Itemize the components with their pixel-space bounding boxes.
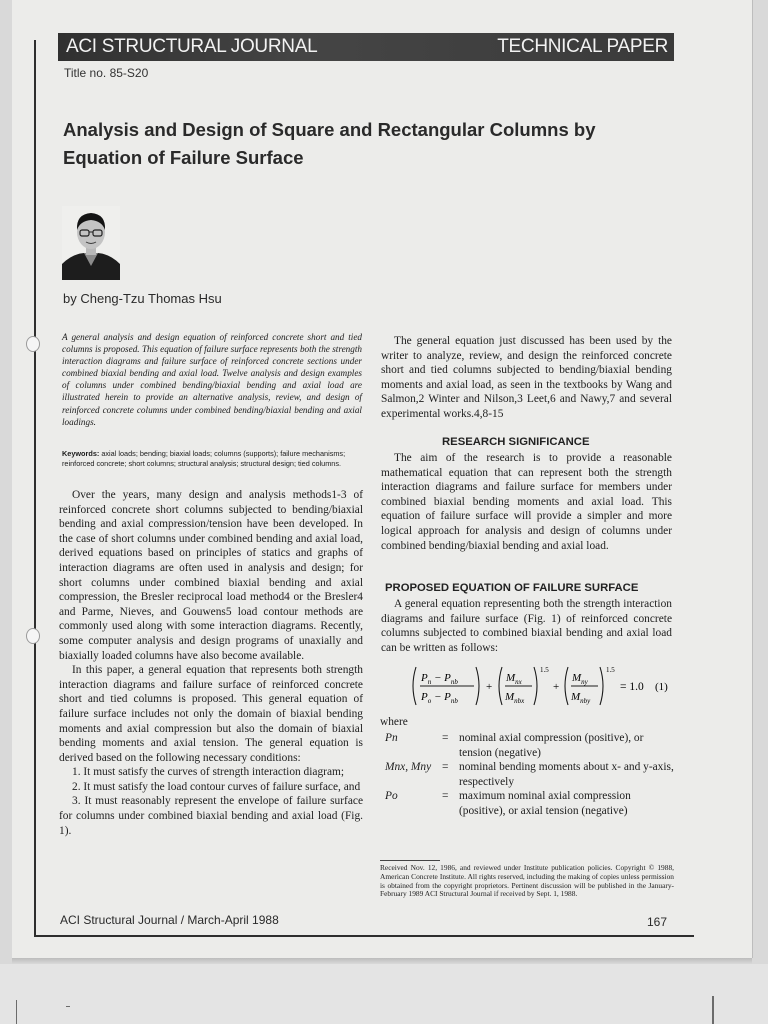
title-number: Title no. 85-S20 <box>64 66 149 80</box>
journal-issue-footer: ACI Structural Journal / March-April 1988 <box>60 913 279 927</box>
section-heading-research: RESEARCH SIGNIFICANCE <box>442 436 590 448</box>
svg-text:+: + <box>486 681 493 693</box>
condition-item: 2. It must satisfy the load contour curves of failure surface, and <box>72 780 361 793</box>
svg-text:= 1.0: = 1.0 <box>620 681 644 693</box>
footnote-rule <box>380 860 440 861</box>
paper-type: TECHNICAL PAPER <box>497 36 668 57</box>
abstract: A general analysis and design equation of reinforced concrete short and tied columns is proposed. This equation of failure surface represents both the strength interaction diagrams and failure surface of reinforced concrete sections under combined biaxial bending and axial load. Twelve analysis and design examples of columns under combined bending/biaxial bending and axial load are illustrated herein to provide an alternative analysis, review, and design of reinforced concrete columns under combined bending/biaxial bending and axial loadings. <box>62 332 362 427</box>
definition-row <box>385 731 675 760</box>
definition-row <box>385 789 675 818</box>
condition-item: 1. It must satisfy the curves of strength interaction diagram; <box>72 766 345 779</box>
research-significance-text <box>381 451 672 553</box>
svg-text:Mnbx: $M_{nbx}$ <box>505 691 525 705</box>
author-portrait <box>62 206 120 280</box>
svg-text:Mnby: $M_{nby}$ <box>571 691 591 705</box>
failure-surface-equation <box>410 664 672 708</box>
section-heading-proposed: PROPOSED EQUATION OF FAILURE SURFACE <box>385 582 639 594</box>
where-label: where <box>380 716 408 728</box>
keywords <box>62 449 362 469</box>
condition-item: 3. It must reasonably represent the envelope of failure surface for columns under combined biaxial bending and axial load (Fig. 1). <box>59 795 363 837</box>
symbol-definitions <box>385 731 675 819</box>
body-paragraph: A general equation representing both the strength interaction diagrams and failure surface (Fig. 1) of reinforced concrete columns subjected to combined biaxial bending and axial load can be written as follows: <box>381 598 672 654</box>
svg-text:Po − Pnb: $P_o - P_{nb}$ <box>421 691 458 705</box>
svg-text:Mny: $M_{ny}$ <box>572 672 588 686</box>
keywords-label: Keywords: <box>62 449 100 458</box>
keywords-text: axial loads; bending; biaxial loads; columns (supports); failure mechanisms; reinforced concrete; short columns; structural analysis; structural design; tied columns. <box>62 449 346 468</box>
left-column-body <box>59 488 363 838</box>
bottom-border-rule <box>34 935 694 937</box>
scan-mark <box>16 1000 17 1024</box>
svg-text:(1): (1) <box>655 681 668 693</box>
definition-text: maximum nominal axial compression (positive), or axial tension (negative) <box>459 790 631 817</box>
punch-hole <box>26 336 40 352</box>
footnote: Received Nov. 12, 1986, and reviewed under Institute publication policies. Copyright © 1988, American Concrete Institute. All rights reserved, including the making of copies unless permission is obtained from the copyright proprietors. Pertinent discussion will be published in the January-February 1989 ACI Structural Journal if received by Sept. 1, 1988. <box>380 863 674 899</box>
equals-sign: = <box>442 790 449 803</box>
body-paragraph: In this paper, a general equation that represents both strength interaction diagrams and failure surface of reinforced concrete short and tied columns is proposed. This general equation of failure surface includes not only the domain of biaxial bending moments and axial compression but also the domain of biaxial bending moments and axial tension. The general equation is derived based on the following necessary conditions: <box>59 664 363 764</box>
lower-strip <box>0 964 768 1024</box>
definition-symbol: Pn <box>385 732 398 744</box>
body-paragraph: The aim of the research is to provide a reasonable mathematical equation that can represent both the strength interaction diagrams and failure surface for members under combined biaxial bending moments and axial load. This equation of failure surface will provide a simpler and more logical approach for analysis and design of columns under combined bending/biaxial bending and axial load. <box>381 452 672 552</box>
definition-row <box>385 760 675 789</box>
paper-title: Analysis and Design of Square and Rectangular Columns by Equation of Failure Surface <box>63 119 596 168</box>
svg-text:Pn − Pnb: $P_n - P_{nb}$ <box>421 672 458 686</box>
proposed-equation-text <box>381 597 672 655</box>
svg-text:1.5: 1.5 <box>540 666 549 674</box>
scan-mark <box>66 1006 70 1007</box>
definition-text: nominal axial compression (positive), or tension (negative) <box>459 732 644 759</box>
equals-sign: = <box>442 761 449 774</box>
svg-text:1.5: 1.5 <box>606 666 615 674</box>
body-paragraph: Over the years, many design and analysis methods1-3 of reinforced concrete short columns subjected to bending/biaxial bending and axial compression/tension have been developed. In the case of short columns under combined bending and axial load, derived equations based on principles of statics and graphs of interaction diagrams are often used in analysis and design; for short columns under combined biaxial bending and axial compression, the Bresler reciprocal load method4 or the Bresler4 and Parme, Nieves, and Gouwens5 load contour methods are commonly used along with some interaction diagrams. Recently, some computer analysis and design programs of unaxially and biaxially loaded columns have also become available. <box>59 489 363 662</box>
body-paragraph: The general equation just discussed has been used by the writer to analyze, review, and design the reinforced concrete short and tied columns subjected to bending/biaxial bending moments and axial load, as seen in the textbooks by Wang and Salmon,2 Winter and Nilson,3 Leet,6 and Nawy,7 and several experimental works.4,8-15 <box>381 335 672 420</box>
svg-text:Mnx: $M_{nx}$ <box>506 672 522 686</box>
punch-hole <box>26 628 40 644</box>
author-byline: by Cheng-Tzu Thomas Hsu <box>63 291 222 306</box>
svg-text:+: + <box>553 681 560 693</box>
journal-name: ACI STRUCTURAL JOURNAL <box>66 36 318 57</box>
journal-banner <box>58 33 674 61</box>
right-column-intro <box>381 334 672 422</box>
definition-symbol: Mnx, Mny <box>385 761 432 774</box>
definition-symbol: Po <box>385 790 398 803</box>
definition-text: nominal bending moments about x- and y-axis, respectively <box>459 761 674 788</box>
equals-sign: = <box>442 732 449 744</box>
left-border-rule <box>34 40 36 935</box>
page-number: 167 <box>647 915 668 929</box>
scan-mark <box>712 996 714 1024</box>
